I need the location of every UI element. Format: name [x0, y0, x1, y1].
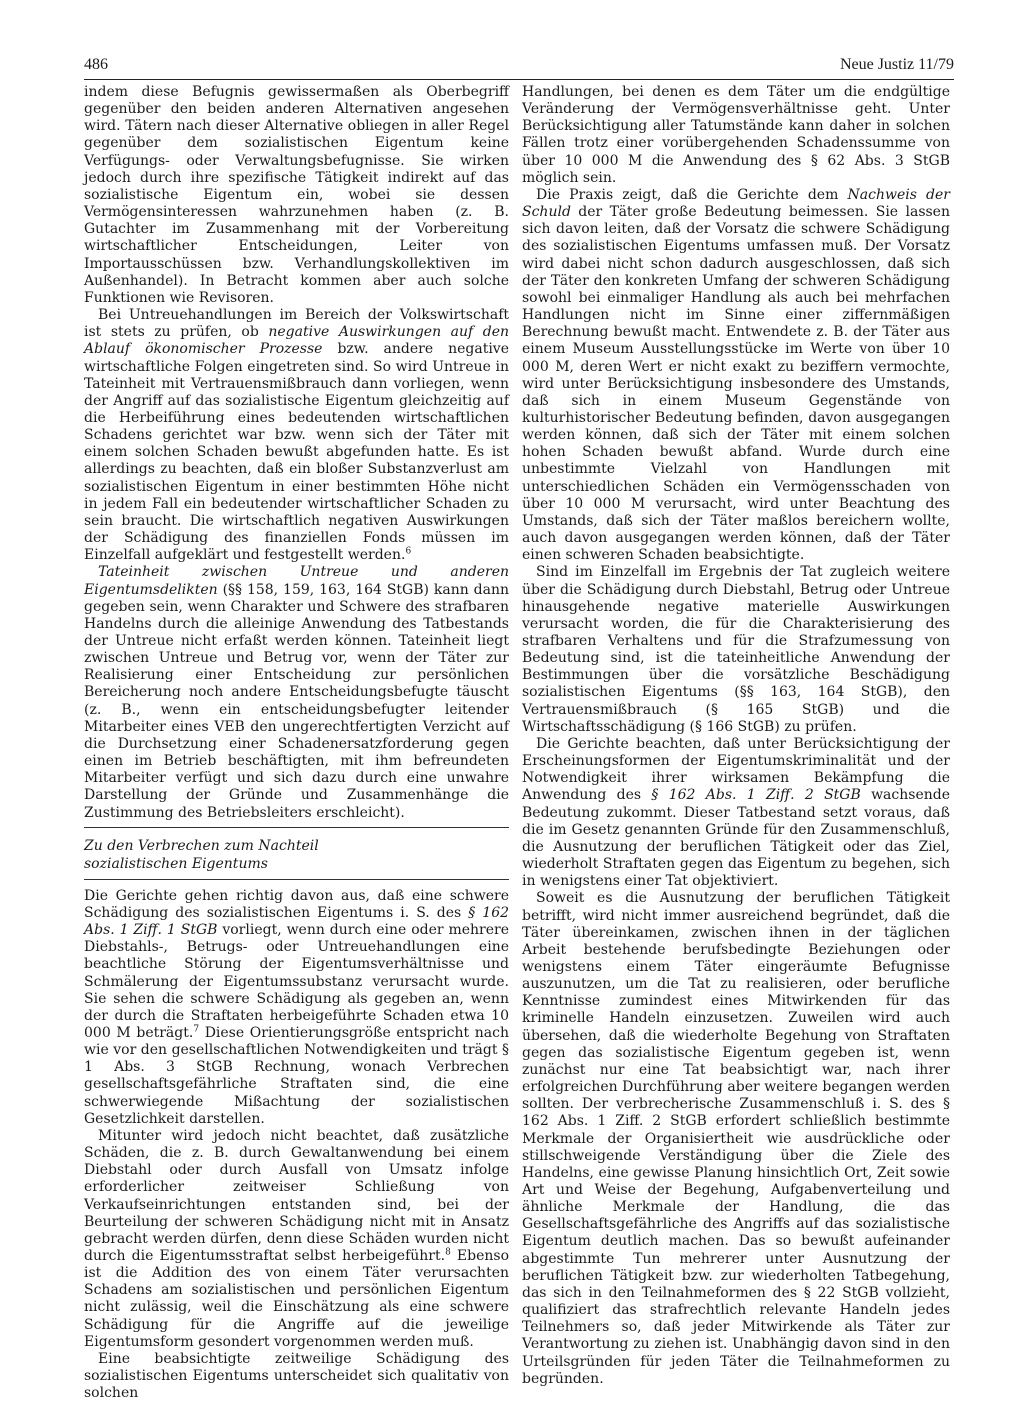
- right-column: [522, 84, 950, 1388]
- paragraph: Eine beabsichtigte zeitweilige Schädigung des sozialistischen Eigentums unterscheidet sich qualitativ von solchen: [84, 1350, 509, 1402]
- emphasis: § 162 Abs. 1 Ziff. 1 StGB: [84, 904, 510, 939]
- paragraph: Die Praxis zeigt, daß die Gerichte dem Nachweis der Schuld der Täter große Bedeutung beimessen. Sie lassen sich davon leiten, daß der Vorsatz die schwere Schädigung des sozialistischen Eigentums umfassen muß. Der Vorsatz wird dabei nicht schon dadurch ausgeschlossen, daß sich der Täter den konkreten Umfang der schweren Schädigung sowohl bei einmaliger Handlung als auch bei mehrfachen Handlungen nicht im Sinne einer ziffernmäßigen Berechnung bewußt macht. Entwendete z. B. der Täter aus einem Museum Ausstellungsstücke im Werte von über 10 000 M, deren Wert er nicht exakt zu beziffern vermochte, wird unter Berücksichtigung insbesondere des Umstands, daß sich in einem Museum Gegenstände von kulturhistorischer Bedeutung befinden, davon ausgegangen werden können, daß sich der Täter mit einem solchen hohen Schaden bewußt abfand. Wurde durch eine unbestimmte Vielzahl von Handlungen mit unterschiedlichen Schäden ein Vermögensschaden von über 10 000 M verursacht, wird unter Beachtung des Umstands, daß sich der Täter maßlos bereichern wollte, auch davon ausgegangen werden können, daß der Täter einen schweren Schaden beabsichtigte.: [522, 186, 950, 564]
- left-column: [84, 84, 509, 1402]
- paragraph: Soweit es die Ausnutzung der beruflichen Tätigkeit betrifft, wird nicht immer ausreichend begründet, daß die Täter übereinkamen, zwischen ihnen in der täglichen Arbeit bestehende berufsbedingte Beziehungen oder wenigstens einem Täter eingeräumte Befugnisse auszunutzen, um die Tat zu realisieren, oder berufliche Kenntnisse zumindest eines Mitwirkenden für das kriminelle Handeln einzusetzen. Zuweilen wird auch übersehen, daß die wiederholte Begehung von Straftaten gegen das sozialistische Eigentum gegeben ist, wenn zunächst nur eine Tat beabsichtigt war, nach ihrer erfolgreichen Durchführung aber weitere begangen werden sollten. Der verbrecherische Zusammenschluß i. S. des § 162 Abs. 1 Ziff. 2 StGB erfordert schließlich bestimmte Merkmale der Organisiertheit wie ausdrückliche oder stillschweigende Verständigung über die Ziele des Handelns, eine gewisse Planung hinsichtlich Ort, Zeit sowie Art und Weise der Begehung, Aufgabenverteilung und ähnliche Merkmale der Handlung, die das Gesellschaftsgefährliche des Angriffs auf das sozialistische Eigentum deutlich machen. Das so bewußt aufeinander abgestimmte Tun mehrerer unter Ausnutzung der beruflichen Tätigkeit bzw. zur wiederholten Tatbegehung, das sich in den Teilnahmeformen des § 22 StGB vollzieht, qualifiziert das strafrechtlich relevante Handeln jedes Teilnehmers so, daß jeder Mitwirkende als Täter zur Verantwortung zu ziehen ist. Unabhängig davon sind in den Urteilsgründen für jeden Täter die Teilnahmeformen zu begründen.: [522, 890, 950, 1387]
- emphasis: negative Auswirkungen auf den Ablauf ökonomischer Prozesse: [84, 324, 510, 358]
- footnote-ref: 8: [445, 1247, 451, 1258]
- footnote-ref: 7: [193, 1024, 200, 1035]
- section-heading: Zu den Verbrechen zum Nachteil sozialistischen Eigentums: [84, 837, 319, 872]
- section-rule-top: [84, 827, 509, 828]
- emphasis: § 162 Abs. 1 Ziff. 2 StGB: [651, 787, 861, 804]
- emphasis: Nachweis der Schuld: [522, 186, 950, 221]
- paragraph: Die Gerichte gehen richtig davon aus, daß eine schwere Schädigung des sozialistischen Eigentums i. S. des § 162 Abs. 1 Ziff. 1 StGB vorliegt, wenn durch eine oder mehrere Diebstahls-, Betrugs- oder Untreuehandlungen eine beachtliche Störung der Eigentumsverhältnisse und Schmälerung der Eigentumssubstanz verursacht wurde. Sie sehen die schwere Schädigung als gegeben an, wenn der durch die Straftaten herbeigeführte Schaden etwa 10 000 M beträgt.$^7$ Diese Orientierungsgröße entspricht nach wie vor den gesellschaftlichen Notwendigkeiten und trägt § 1 Abs. 3 StGB Rechnung, wonach Verbrechen gesellschaftsgefährliche Straftaten sind, die eine schwerwiegende Mißachtung der sozialistischen Gesetzlichkeit darstellen.: [84, 887, 510, 1127]
- paragraph: indem diese Befugnis gewissermaßen als Oberbegriff gegenüber den beiden anderen Alternativen angesehen wird. Tätern nach dieser Alternative obliegen in aller Regel gegenüber dem sozialistischen Eigentum keine Verfügungs- oder Verwaltungsbefugnisse. Sie wirken jedoch durch ihre spezifische Tätigkeit indirekt auf das sozialistische Eigentum ein, wobei sie dessen Vermögensinteressen wahrzunehmen haben (z. B. Gutachter im Zusammenhang mit der Vorbereitung wirtschaftlicher Entscheidungen, Leiter von Importausschüssen bzw. Verhandlungskollektiven im Außenhandel). In Betracht kommen aber auch solche Funktionen wie Revisoren.: [84, 84, 509, 306]
- paragraph: Tateinheit zwischen Untreue und anderen Eigentumsdelikten (§§ 158, 159, 163, 164 StGB) kann dann gegeben sein, wenn Charakter und Schwere des strafbaren Handelns durch die alleinige Anwendung des Tatbestands der Untreue nicht erfaßt werden können. Tateinheit liegt zwischen Untreue und Betrug vor, wenn der Täter zur Realisierung einer Entscheidung zur persönlichen Bereicherung noch andere Entscheidungsbefugte täuscht (z. B., wenn ein entscheidungsbefugter leitender Mitarbeiter eines VEB den ungerechtfertigten Verzicht auf die Durchsetzung einer Schadenersatzforderung gegen einen im Betrieb beschäftigten, mit ihm befreundeten Mitarbeiter verfügt und sich dazu durch eine unwahre Darstellung der Gründe und Zusammenhänge die Zustimmung des Betriebsleiters erschleicht).: [84, 564, 509, 821]
- emphasis: Tateinheit zwischen Untreue und anderen Eigentumsdelikten: [84, 564, 509, 598]
- paragraph: Handlungen, bei denen es dem Täter um die endgültige Veränderung der Vermögensverhältnisse geht. Unter Berücksichtigung aller Tatumstände kann daher in solchen Fällen trotz einer vorübergehenden Schadenssumme von über 10 000 M die Anwendung des § 62 Abs. 3 StGB möglich sein.: [522, 84, 950, 186]
- journal-issue: Neue Justiz 11/79: [839, 56, 954, 73]
- header-rule: [84, 79, 954, 80]
- section-rule-bottom: [84, 879, 509, 880]
- paragraph: Mitunter wird jedoch nicht beachtet, daß zusätzliche Schäden, die z. B. durch Gewaltanwendung bei einem Diebstahl oder durch Ausfall von Umsatz infolge erforderlicher zeitweiser Schließung von Verkaufseinrichtungen entstanden sind, bei der Beurteilung der schweren Schädigung nicht mit in Ansatz gebracht werden dürfen, denn diese Schäden wurden nicht durch die Eigentumsstraftat selbst herbeigeführt.$^8$ Ebenso ist die Addition des von einem Täter verursachten Schadens am sozialistischen und persönlichen Eigentum nicht zulässig, weil die Einschätzung als eine schwere Schädigung für die Angriffe auf die jeweilige Eigentumsform gesondert vorgenommen werden muß.: [84, 1127, 510, 1350]
- page-number: 486: [84, 56, 108, 73]
- running-header: [84, 56, 954, 78]
- footnote-ref: 6: [405, 546, 412, 557]
- paragraph: Sind im Einzelfall im Ergebnis der Tat zugleich weitere über die Schädigung durch Diebstahl, Betrug oder Untreue hinausgehende negative materielle Auswirkungen verursacht worden, die für die Charakterisierung des strafbaren Verhaltens und für die Strafzumessung von Bedeutung sind, ist die tateinheitliche Anwendung der Bestimmungen über die vorsätzliche Beschädigung sozialistischen Eigentums (§§ 163, 164 StGB), den Vertrauensmißbrauch (§ 165 StGB) und die Wirtschaftsschädigung (§ 166 StGB) zu prüfen.: [522, 564, 950, 735]
- paragraph: Bei Untreuehandlungen im Bereich der Volkswirtschaft ist stets zu prüfen, ob negative Auswirkungen auf den Ablauf ökonomischer Prozesse bzw. andere negative wirtschaftliche Folgen eingetreten sind. So wird Untreue in Tateinheit mit Vertrauensmißbrauch dann vorliegen, wenn der Angriff auf das sozialistische Eigentum gleichzeitig auf die Herbeiführung eines bedeutenden wirtschaftlichen Schadens gerichtet war bzw. wenn sich der Täter mit einem solchen Schaden bewußt abgefunden hatte. Es ist allerdings zu beachten, daß ein bloßer Substanzverlust am sozialistischen Eigentum in einer bestimmten Höhe nicht in jedem Fall ein bedeutender wirtschaftlicher Schaden zu sein braucht. Die wirtschaftlich negativen Auswirkungen der Schädigung des finanziellen Fonds müssen im Einzelfall aufgeklärt und festgestellt werden.$^6$: [84, 307, 510, 564]
- paragraph: Die Gerichte beachten, daß unter Berücksichtigung der Erscheinungsformen der Eigentumskriminalität und der Notwendigkeit ihrer wirksamen Bekämpfung die Anwendung des § 162 Abs. 1 Ziff. 2 StGB wachsende Bedeutung zukommt. Dieser Tatbestand setzt voraus, daß die im Gesetz genannten Gründe für den Zusammenschluß, die Ausnutzung der beruflichen Tätigkeit oder das Ziel, wiederholt Straftaten gegen das Eigentum zu begehen, sich in wenigstens einer Tat objektiviert.: [522, 735, 950, 890]
